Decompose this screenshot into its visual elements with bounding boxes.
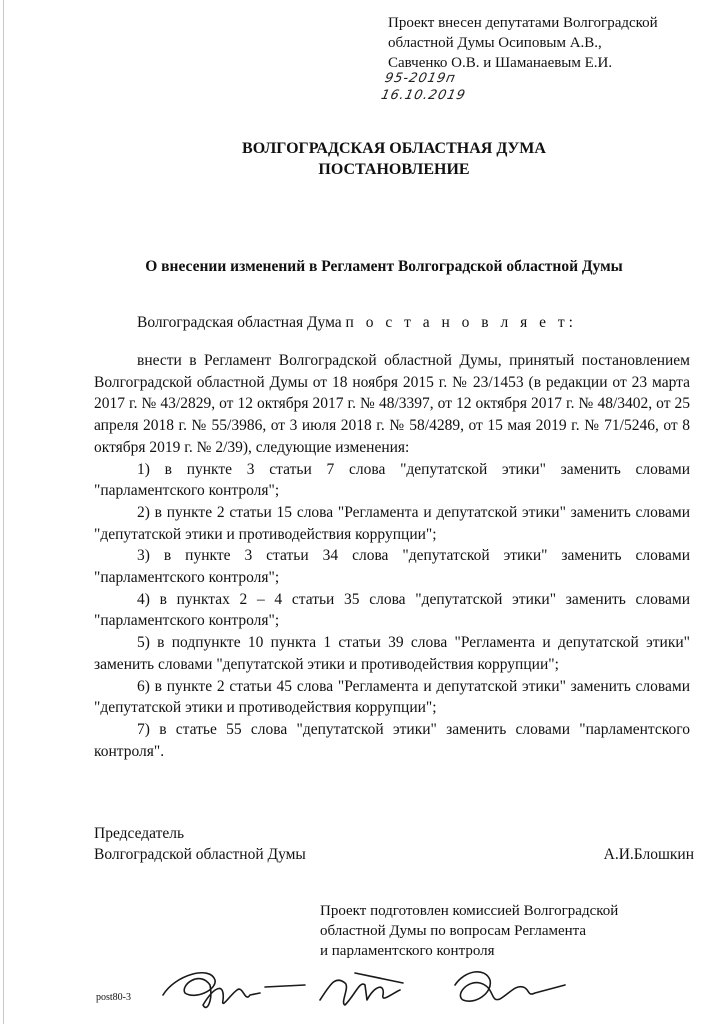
submission-note-line: Савченко О.В. и Шаманаевым Е.И. (388, 55, 613, 71)
amendment-item: 6) в пункте 2 статьи 45 слова "Регламента и депутатской этики" заменить словами "депутатской этики и противодействия коррупции"; (94, 677, 690, 717)
signatory-block (94, 823, 694, 865)
decree-subject: Волгоградская областная Дума (137, 314, 342, 331)
decree-word: п о с т а н о в л я е т: (345, 314, 577, 331)
signature-3 (455, 972, 565, 1001)
handwritten-registration (379, 70, 471, 104)
amendment-item: 1) в пункте 3 статьи 7 слова "депутатской этики" заменить словами "парламентского контроля"; (94, 460, 690, 500)
submission-note (388, 13, 658, 73)
registration-number: 95-2019п (383, 71, 458, 86)
amendment-item: 5) в подпункте 10 пункта 1 статьи 39 слова "Регламента и депутатской этики" заменить словами "депутатской этики и противодействия коррупции"; (94, 634, 690, 673)
signatory-organization: Волгоградской областной Думы (94, 846, 306, 863)
prepared-note-line: и парламентского контроля (320, 943, 495, 959)
document-title: О внесении изменений в Регламент Волгоградской областной Думы (145, 258, 623, 275)
signatory-position: Председатель (94, 825, 185, 842)
organization-name: ВОЛГОГРАДСКАЯ ОБЛАСТНАЯ ДУМА (242, 140, 546, 157)
prepared-note-line: областной Думы по вопросам Регламента (320, 923, 587, 939)
signatory-name: А.И.Блошкин (603, 846, 694, 863)
submission-note-line: Проект внесен депутатами Волгоградской (388, 15, 658, 31)
handwritten-signatures (155, 955, 575, 1020)
registration-date: 16.10.2019 (379, 88, 468, 103)
prepared-by-note (320, 901, 618, 961)
signature-2 (320, 973, 403, 1005)
prepared-note-line: Проект подготовлен комиссией Волгоградской (320, 903, 619, 919)
amendment-item: 2) в пункте 2 статьи 15 слова "Регламента и депутатской этики" заменить словами "депутатской этики и противодействия коррупции"; (94, 503, 690, 543)
amendment-item: 7) в статье 55 слова "депутатской этики" заменить словами "парламентского контроля". (94, 720, 690, 760)
signature-1 (163, 973, 305, 1008)
body-paragraph: внести в Регламент Волгоградской областной Думы, принятый постановлением Волгоградской областной Думы от 18 ноября 2015 г. № 23/1453 (в редакции от 23 марта 2017 г. № 43/2829, от 12 октября 2017 г. № 48/3397, от 12 октября 2017 г. № 48/3402, от 25 апреля 2018 г. № 55/3986, от 3 июля 2018 г. № 58/4289, от 15 мая 2019 г. № 71/5246, от 8 октября 2019 г. № 2/39), следующие изменения: (94, 352, 690, 456)
document-body (94, 350, 690, 762)
submission-note-line: областной Думы Осиповым А.В., (388, 35, 602, 51)
amendment-item: 3) в пункте 3 статьи 34 слова "депутатской этики" заменить словами "парламентского контроля"; (94, 547, 690, 587)
amendment-item: 4) в пунктах 2 – 4 статьи 35 слова "депутатской этики" заменить словами "парламентского контроля"; (94, 590, 690, 630)
file-code: post80-3 (96, 992, 131, 1003)
document-type: ПОСТАНОВЛЕНИЕ (318, 161, 470, 178)
document-header (0, 138, 728, 180)
decree-line (137, 314, 577, 332)
